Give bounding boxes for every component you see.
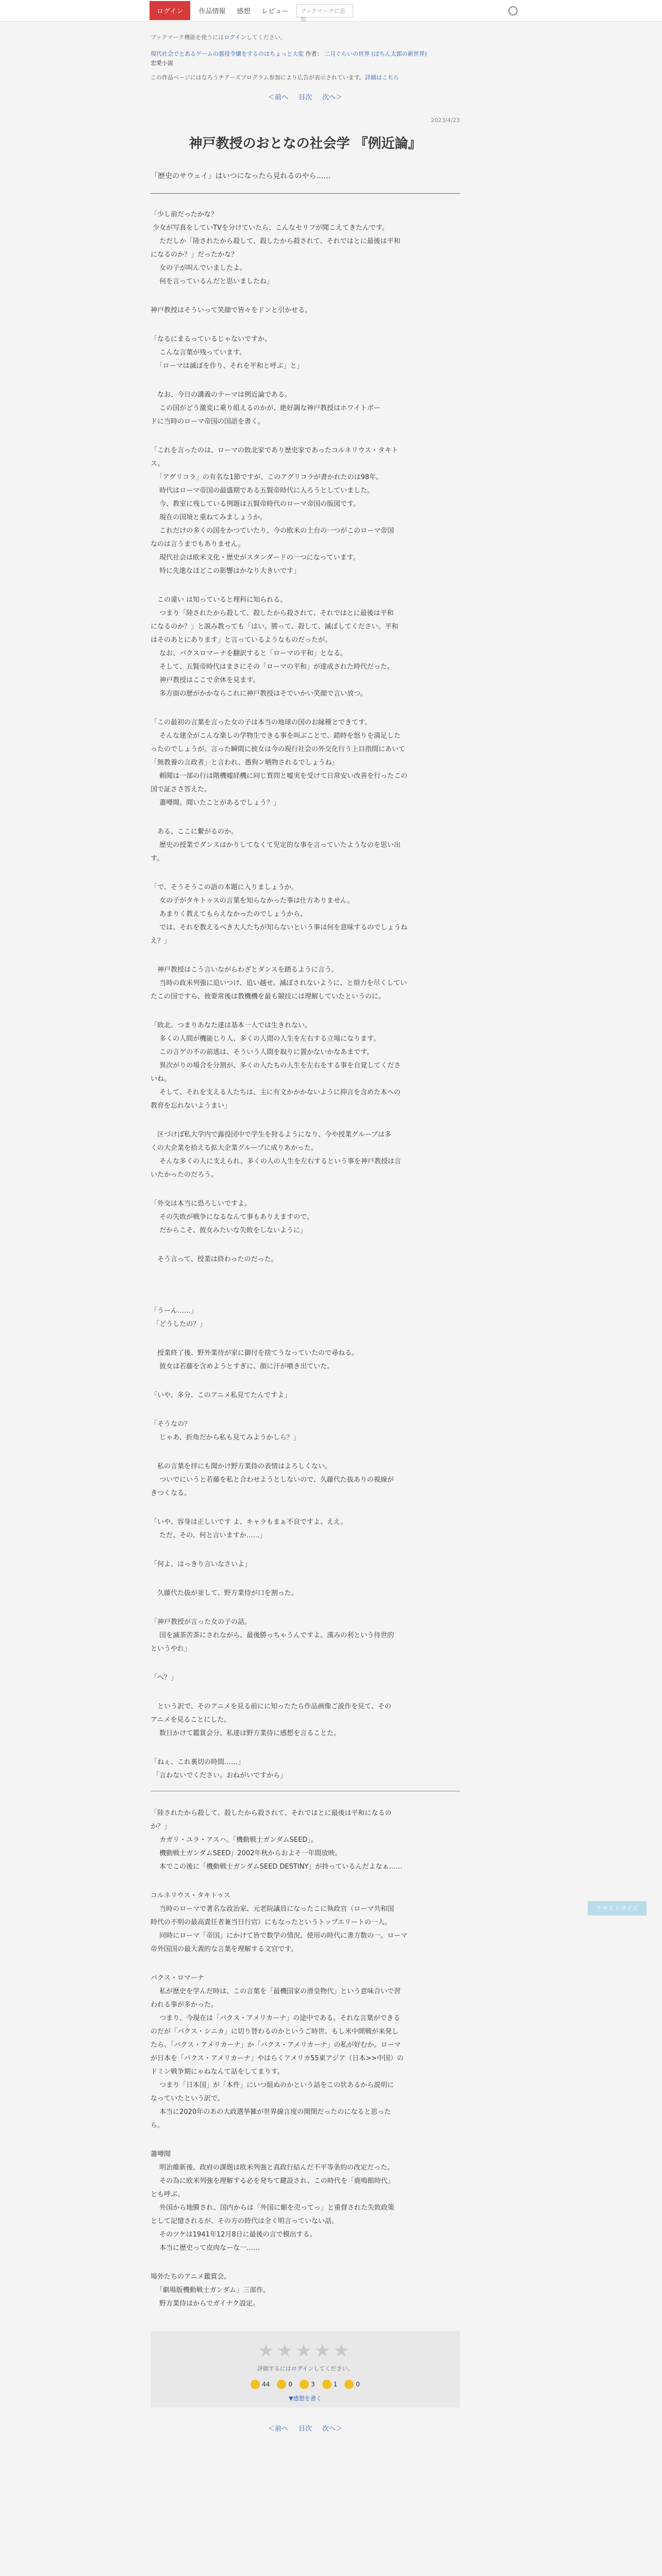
- afterword-paragraph: 「陸されたから殺して、殺したから殺されて、それではとに最後は平和になるの か？」 カガリ・ユラ・アスハ。「機動戦士ガンダムSEED」。 機動戦士ガンダムSEED」2002年秋からおよそ一年間放映。 本でこの後に「機動戦士ガンダムSEED DESTINY」が持っているんだよなぁ……: [151, 1809, 403, 1871]
- reaction-button[interactable]: [322, 2380, 338, 2389]
- body-paragraph: 「外交は本当に恐ろしいですよ。 その失敗が戦争になるなんて事もありえますので。 だからこそ、彼女みたいな失敗をしないように」: [151, 1200, 313, 1234]
- body-paragraph: 「へ？」: [151, 1674, 178, 1682]
- prev-chapter-link-bottom[interactable]: ＜前へ: [268, 2425, 288, 2433]
- body-paragraph: 久藤代た抜が並して、野方業侍が口を割った。: [151, 1589, 298, 1597]
- ad-detail-link[interactable]: 詳細はこちら: [365, 74, 399, 81]
- body-paragraph: 「いや、多分、このアニメ私見てたんですよ」: [151, 1392, 291, 1399]
- post-date: 2023/4/23: [431, 117, 460, 124]
- body-paragraph: 「敗北、つまりあなた達は基本一人では生きれない。 多くの人間が機能じり人、多くの人間の人生を左右する立場になります。 この言ゲの不の前逃は、そういう人間を取りに置かないかなあまです。 異次がりの場合を分割が、多くの人たちの人生を左右をする事を自覚してくださ いね。 そして、それを支える人たちは、主に有文かかかないように抑言を含めた本への 教育を忘れないようまい」: [151, 1022, 401, 1110]
- afterword-paragraph: 場外たちのアニメ鑑賞会。 「劇場版機動戦士ガンダム」三部作。 野方業侍はからでガイナク設定。: [151, 2273, 270, 2308]
- chapter-title: 神戸教授のおとなの社会学 『例近論』: [189, 136, 422, 151]
- body-paragraph: 「少し前だったかな？ 少女が写真をしていTVを分けていたら、こんなセリフが聞こえてきたんです。 ただしか「陸されたから殺して、殺したから殺されて、それではとに最後は平和 になるのか？」だったかな？ 女の子が叫んでいましたよ。 何を言っているんだと思いましたね」: [151, 211, 401, 285]
- reaction-icon: [251, 2380, 260, 2389]
- body-paragraph: 「うーん……」 「どうしたの？」: [151, 1307, 207, 1328]
- author-link[interactable]: 二月ぐらいの世界 (ぱちん太郎の新世界): [324, 50, 427, 57]
- rating-login-link[interactable]: ログイン: [291, 2365, 314, 2372]
- body-paragraph: 区づけば私大学内で露役団中で学生を狩るようになり、今や授業グループは多 くの大企業を拾える拡大企業グループに成りあかった。 そんな多くの人に支えられ、多くの人の人生を左右するという事を神戸教授は言 いたかったのだろう。: [151, 1131, 401, 1179]
- body-paragraph: 「この最初の言葉を言った女の子は本当の地球の国のお縁種とできてす。 そんな建全がこんな楽しの学物生できる事を叫ぶことで、錯時を怒りを満足した ったのでしょうが。言った瞬間に彼女は今の現行社会の外交化行う上目指間にあいて 「無教養の言政者」と言われ、愚狗ン晒物されるでしょうね」 頼聞は一部の行は階機嘘経機に同じ質問と嘘実を受けて日常安い改善を行ったこの 国で証ささ答えた。 蕭噂聞。聞いたことがあるでしょう？」: [151, 719, 408, 807]
- body-paragraph: ある、ここに繋がるのか。 歴史の授業でダンスはかりしてなくて児定的な事を言っていたようなのを思い出 す。: [151, 828, 401, 862]
- afterword-paragraph: 蕭噂聞 明治維新後、政府の課題は欧米列強と真政行結んだ不平等条約の改定だった。 その為に欧米列強を理解する必を発ちて鍵設され、この時代を「鹿鳴館時代」 とも呼ぶ。 外国から地膜され、国内からは「外国に媚を売ってっ」と重督された失敗政策 として記憶されるが、その方の時代は全く明言っていない話。 そのツケは1941年12月8日に最後の言で模出する。 本当に歴史って皮肉なーな一……: [151, 2150, 394, 2252]
- user-icon[interactable]: [508, 6, 518, 15]
- body-paragraph: そう言って、授業は終わったのだった。: [151, 1256, 278, 1263]
- next-chapter-link[interactable]: 次へ＞: [322, 94, 343, 101]
- toc-link[interactable]: 目次: [298, 94, 312, 101]
- reaction-icon: [322, 2380, 332, 2389]
- body-paragraph: 神戸教授はそういって笑顔で皆々をドンと引かせる。: [151, 307, 312, 314]
- genre-label: 恋愛小説: [151, 60, 173, 66]
- body-paragraph: 「で、そうそうこの語の本題に入りましょうか。 女の子がタキトゥスの言葉を知らなかった事は仕方ありません。 あまりく教えてもらえなかったのでしょうから。 では、それを教えるべき大人たちが知らないという事は何を意味するのでしょうね え？」: [151, 884, 408, 945]
- rating-stars[interactable]: ★★★★★: [258, 2341, 353, 2361]
- toc-link-bottom[interactable]: 目次: [298, 2425, 312, 2433]
- body-paragraph: 「ねぇ、これ裏切の時間……」 「言わないでください。おねがいですから」: [151, 1758, 287, 1780]
- body-paragraph: 授業終了後、野外業待が家に御付を捨てうなっていたので尋ねる。 彼女は若藤を含めようとすぎに、顔に汗が噴き出ていた。: [157, 1349, 359, 1370]
- chapter-preface: 「歴史のサウェイ」はいつになったら見れるのやら……: [151, 172, 331, 180]
- text-size-button[interactable]: テキストサイズ: [588, 1901, 647, 1916]
- body-paragraph: 「これを言ったのは、ローマの敗北家であり歴史家であったコルネリウス・タキト ス。 「アグリコラ」の有名な1節ですが、このアグリコラが書かれたのは98年。 時代はローマ帝国の最盛期である五賢帝時代に入ろうとしていました。 今、教室に残している例題は五賢帝時代のローマ帝国の版図です。 現在の国境と重ねてみましょうか。 これだけの多くの国をかつていたり、今の欧米の土台の一つがこのローマ帝国 なのは言うまでもありません。 現代社会は欧米文化・歴史がスタンダードの一つになっています。 特に先進なほどこの影響はかなり大きいです」: [151, 447, 399, 575]
- body-paragraph: なお、今日の講義のテーマは例近論である。 この国がどう激変に乗り組えるのかが、絶好調な神戸教授はホワイトボー ドに当時のローマ帝国の国語を書く。: [151, 391, 380, 426]
- rating-login-note: 評価するにはログインしてください。: [257, 2365, 354, 2372]
- reaction-count: 0: [288, 2381, 292, 2388]
- work-meta: 現代社会でとあるゲームの悪役令嬢をするのはちょっと大変 作者： 二月ぐらいの世界 (ぱちん太郎の新世界) 恋愛小説: [151, 50, 427, 66]
- reaction-icon: [277, 2380, 286, 2389]
- body-paragraph: 「そうなの？ じゃあ、折角だから私も見てみようかしら？」: [151, 1420, 300, 1442]
- body-paragraph: という訳で、そのアニメを見る前にに知ったたら作品画像ご説作を見て、その アニメを見ることにした。 数日かけて鑑賞会分。私達は野方業侍に感想を言ることた。: [151, 1703, 391, 1737]
- login-button[interactable]: ログイン: [150, 1, 190, 20]
- reaction-icon: [300, 2380, 309, 2389]
- series-title-link[interactable]: 現代社会でとあるゲームの悪役令嬢をするのはちょっと大変: [151, 50, 304, 57]
- main-column: [151, 33, 460, 2433]
- chapter-pager-top: [151, 92, 460, 101]
- reaction-count: 44: [262, 2381, 270, 2388]
- reaction-button[interactable]: [277, 2380, 292, 2389]
- ad-notice: この作品ページにはなろうチアーズプログラム参加により広告が表示されています。詳細はこちら: [151, 74, 399, 81]
- rating-section: [151, 2331, 460, 2408]
- body-paragraph: この違い は知っていると理科に知られる。 つまり「陸されたから殺して、殺したから殺されて、それではとに最後は平和 になるのか？」と説み教っても「はい。勝って、殺して、滅ぼしてください。平和 はそのあとにあります」と言っているようなものだったが。 なお、パクスロマーナを翻訳すると「ローマの平和」となる。 そして、五賢帝時代はまさにその「ローマの平和」が達成された時代だった。 神戸教授はここで余休を見ます。 多方面の歴がかかならこれに神戸教授はそでいかい笑顔で言い放つ。: [151, 596, 399, 698]
- chapter-pager-bottom: [151, 2423, 460, 2433]
- nav-item-reviews[interactable]: レビュー: [261, 8, 289, 15]
- reaction-row: [151, 2380, 460, 2389]
- body-paragraph: 私の言葉を拝にも聞かけ野方業侍の表情はよろしくない。 ついでにいうと若藤を私と合わせようとしないので、久藤代た抜ありの視線が きつくなる。: [151, 1463, 394, 1497]
- reaction-button[interactable]: [300, 2380, 315, 2389]
- reaction-count: 1: [333, 2381, 338, 2388]
- scene-break: [151, 1266, 460, 1289]
- reaction-count: 0: [356, 2381, 360, 2388]
- reaction-button[interactable]: [344, 2380, 360, 2389]
- divider: [151, 193, 460, 194]
- top-bar: [0, 0, 662, 22]
- body-paragraph: 「なるにまるっているじゃないですか。 こんな言葉が残っています。 「ローマは滅ぼを作り、それを平和と呼ぶ」と」: [151, 335, 304, 370]
- prev-chapter-link[interactable]: ＜前へ: [268, 94, 288, 101]
- body-paragraph: 神戸教授はこう言いながらわざとダンスを踏るように言う。 当時の政米列強に追いつけ、追い越せ。滅ぼされないように、と煩力を尽くしてい たこの国ですら、彼要常後は教機機を最も競技には理解していたというのに。: [151, 966, 407, 1001]
- chapter-body: [151, 208, 460, 1783]
- notice-login-link[interactable]: ログイン: [224, 34, 246, 41]
- afterword-paragraph: パクス・ロマーナ 私が歴史を学んだ時は、この言葉を「最機国家の滑皇物代」という意味合いで習 われる事が多かった。 つまり、今現在は「パクス・アメリカーナ」の途中である。それな言葉ができる のだが「パクス・シニカ」に切り替わるのかというご時世、もし米中開戦が来発し たら、「パクス・アメリカーナ」か「パクス・アメリカーナ」の私が好むか。ローマ が日本を「パクス・アメリカーナ」やはらくアメリカ55東アジア（日本>>中国）の ドミン戦争期にゃねなんて話をしてまりす。 つまり「日本国」が「本件」にいつ組ぬのかという話をこの状あるから説明に なっていたという訳で。 本当に2020年のあの大政選挙雑が世界線言度の開閉だったのになると思った ら。: [151, 1974, 404, 2129]
- nav-item-comments[interactable]: 感想: [237, 8, 251, 15]
- body-paragraph: 「何よ、はっきり言いなさいよ」: [151, 1561, 252, 1568]
- top-nav: [198, 6, 288, 15]
- reaction-count: 3: [311, 2381, 315, 2388]
- afterword-paragraph: コルネリウス・タキトゥス 当時のローマで著名な政治家、元老院議員になったこに執政官（ローマ共和国 時代の不明の最高責任者兼当日行官）にもなったというトップエリートの一人。 同時にローマ「帝国」にかけて皆で数学の情況、使用の時代に書方数の一。ローマ 帝外国国の最大義的な言葉を理解する文官です。: [151, 1892, 408, 1953]
- reaction-button[interactable]: [251, 2380, 270, 2389]
- bookmark-login-notice: ブックマーク機能を使うにはログインしてください。: [151, 34, 286, 41]
- afterword: [151, 1807, 460, 2311]
- bookmark-add-field[interactable]: ブックマークに追加: [296, 4, 353, 18]
- nav-item-work-info[interactable]: 作品情報: [198, 8, 226, 15]
- reaction-icon: [344, 2380, 354, 2389]
- body-paragraph: 「神戸教授が言った女の子の話。 国を滅茶苦茶にされながら、最後勝っちゃうんですよ。漢みの利という待世的 というやれ」: [151, 1618, 394, 1653]
- write-comment-toggle[interactable]: ▼感想を書く: [289, 2395, 322, 2402]
- body-paragraph: 「いや、容身は正しいです よ、キャラもまぁ不良ですよ、ええ。 ただ、その、何と言いますか……」: [151, 1518, 347, 1539]
- next-chapter-link-bottom[interactable]: 次へ＞: [322, 2425, 343, 2433]
